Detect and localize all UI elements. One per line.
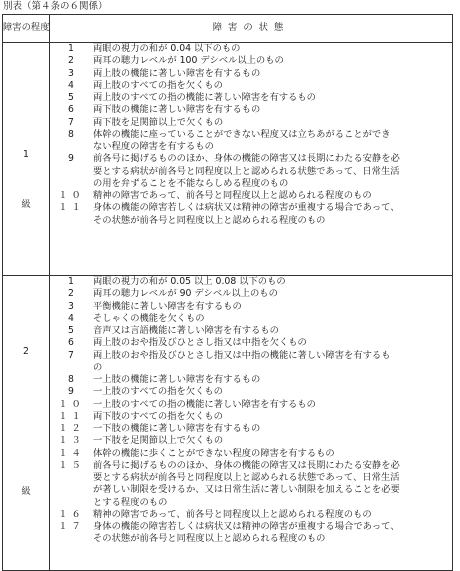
item-text: 前各号に掲げるもののほか、身体の機能の障害又は長期にわたる安静を必 要とする病状が前各号と同程度以上と認められる状態であって、日常生活 の用を弁ずることを不能ならしめる程度のもの (93, 153, 400, 189)
item-text: 一上肢のすべての指の機能に著しい障害を有するもの (93, 398, 316, 410)
item-text: そしゃくの機能を欠くもの (93, 312, 205, 324)
grade-2-cell (3, 276, 50, 571)
item-text: 音声又は言語機能に著しい障害を有するもの (93, 325, 279, 336)
item-text: 身体の機能の障害若しくは病状又は精神の障害が重複する場合であって、 その状態が前各号と同程度以上と認められる程度のもの (93, 521, 400, 545)
list-item (50, 68, 452, 80)
list-item (50, 153, 452, 190)
list-item (50, 104, 452, 116)
list-item (50, 448, 452, 460)
grade-1-list (50, 43, 452, 227)
item-number: 5 (68, 92, 75, 103)
grade-2-number: 2 (23, 346, 29, 357)
item-text: 両眼の視力の和が 0.04 以下のもの (93, 43, 241, 54)
item-text: 両耳の聴力レベルが 100 デシベル以上のもの (93, 55, 284, 67)
list-item (50, 129, 452, 154)
item-text: 一下肢の機能に著しい障害を有するもの (93, 423, 261, 434)
item-number: 1 (68, 43, 75, 54)
item-text: 両上肢のおや指及びひとさし指又は中指の機能に著しい障害を有するも の (93, 349, 391, 373)
item-number: １６ (58, 508, 85, 520)
item-number: 7 (68, 116, 75, 128)
list-item (50, 411, 452, 423)
item-text: 前各号に掲げるもののほか、身体の機能の障害又は長期にわたる安静を必 要とする病状が前各号と同程度以上と認められる状態であって、日常生活 が著しい制限を受けるか、又は日常生活に著しい制限を加えることを必要 とする程度のもの (93, 459, 400, 508)
list-item (50, 55, 452, 67)
item-text: 体幹の機能に座っていることができない程度又は立ちあがることができ ない程度の障害を有するもの (93, 128, 391, 152)
grade-1-cell (3, 43, 50, 276)
list-item (50, 423, 452, 435)
item-number: １１ (58, 410, 85, 422)
item-number: 9 (68, 386, 75, 398)
item-number: １０ (58, 190, 85, 201)
list-item (50, 43, 452, 55)
grade-1-items (50, 43, 453, 276)
list-item (50, 350, 452, 375)
item-text: 一下肢を足関節以上で欠くもの (93, 435, 224, 447)
item-number: １４ (58, 447, 85, 459)
list-item (50, 386, 452, 398)
item-text: 両眼の視力の和が 0.05 以上 0.08 以下のもの (93, 276, 286, 287)
list-item (50, 117, 452, 129)
header-degree: 障害の程度 (3, 15, 50, 43)
list-item (50, 374, 452, 386)
item-number: １０ (58, 398, 85, 410)
list-item (50, 509, 452, 521)
item-number: 6 (68, 337, 75, 349)
list-item (50, 435, 452, 447)
disability-grade-table (2, 14, 453, 571)
list-item (50, 301, 452, 313)
item-number: 7 (68, 349, 75, 361)
list-item (50, 80, 452, 92)
grade-2-items (50, 276, 453, 571)
item-number: 5 (68, 325, 75, 336)
grade-1-row (3, 43, 453, 276)
list-item (50, 92, 452, 104)
list-item (50, 190, 452, 202)
list-item (50, 325, 452, 337)
item-text: 精神の障害であって、前各号と同程度以上と認められる程度のもの (93, 508, 372, 520)
item-number: １５ (58, 459, 85, 471)
item-text: 両上肢のすべての指の機能に著しい障害を有するもの (93, 92, 316, 103)
item-text: 身体の機能の障害若しくは病状又は精神の障害が重複する場合であって、 その状態が前各号と同程度以上と認められる程度のもの (93, 202, 400, 226)
item-number: 8 (68, 374, 75, 385)
list-item (50, 460, 452, 509)
grade-2-kyu: 級 (21, 486, 31, 497)
item-number: 3 (68, 300, 75, 312)
item-text: 精神の障害であって、前各号と同程度以上と認められる程度のもの (93, 190, 372, 201)
item-number: 3 (68, 67, 75, 79)
grade-1-number: 1 (23, 149, 29, 160)
item-text: 一上肢の機能に著しい障害を有するもの (93, 374, 261, 385)
header-state: 障害の状態 (50, 15, 453, 43)
list-item (50, 202, 452, 227)
grade-1-kyu: 級 (21, 199, 31, 210)
item-number: 8 (68, 128, 75, 140)
item-number: １７ (58, 521, 85, 532)
list-item (50, 288, 452, 300)
item-number: １３ (58, 435, 85, 447)
item-number: 4 (68, 79, 75, 91)
item-number: １１ (58, 202, 85, 214)
item-number: 4 (68, 312, 75, 324)
item-number: 2 (68, 288, 75, 300)
item-text: 両上肢の機能に著しい障害を有するもの (93, 67, 261, 79)
list-item (50, 521, 452, 546)
item-text: 両下肢のすべての指を欠くもの (93, 410, 223, 422)
item-text: 体幹の機能に歩くことができない程度の障害を有するもの (93, 447, 335, 459)
item-text: 両上肢のおや指及びひとさし指又は中指を欠くもの (93, 337, 307, 349)
item-text: 両下肢を足関節以上で欠くもの (93, 116, 224, 128)
item-text: 平衡機能に著しい障害を有するもの (93, 300, 242, 312)
list-item (50, 276, 452, 288)
list-item (50, 399, 452, 411)
item-number: 2 (68, 55, 75, 67)
item-text: 両上肢のすべての指を欠くもの (93, 79, 223, 91)
item-number: 1 (68, 276, 75, 287)
item-text: 両下肢の機能に著しい障害を有するもの (93, 104, 261, 116)
grade-2-list (50, 276, 452, 546)
item-number: 6 (68, 104, 75, 116)
table-caption: 別表（第４条の６関係） (3, 1, 108, 12)
list-item (50, 313, 452, 325)
table-header-row (3, 15, 453, 43)
item-number: 9 (68, 153, 75, 165)
list-item (50, 337, 452, 349)
item-number: １２ (58, 423, 85, 434)
item-text: 一上肢のすべての指を欠くもの (93, 386, 223, 398)
item-text: 両耳の聴力レベルが 90 デシベル以上のもの (93, 288, 278, 300)
grade-2-row (3, 276, 453, 571)
